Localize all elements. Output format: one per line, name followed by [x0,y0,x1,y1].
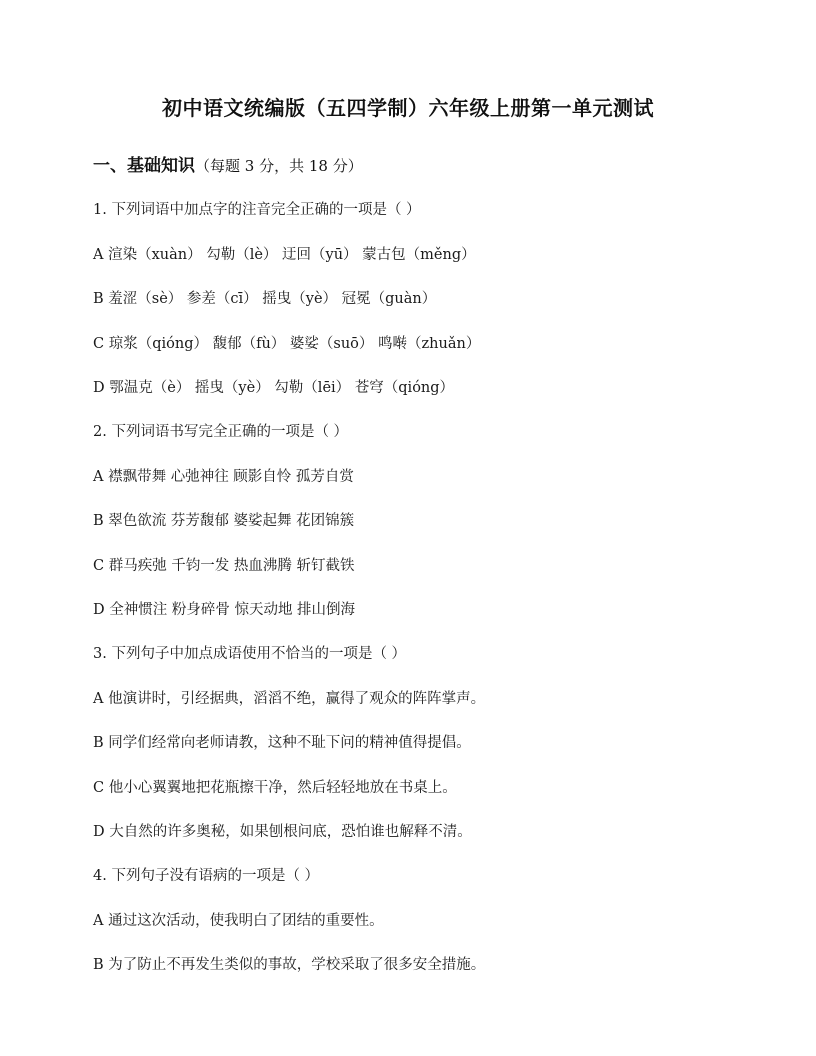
question-2-stem: 2. 下列词语书写完全正确的一项是（ ） [93,424,349,440]
question-2-option-b: B 翠色欲流 芬芳馥郁 婆娑起舞 花团锦簇 [93,513,355,529]
question-2-option-d: D 全神惯注 粉身碎骨 惊天动地 排山倒海 [93,602,356,618]
question-3-option-d: D 大自然的许多奥秘，如果刨根问底，恐怕谁也解释不清。 [93,824,472,840]
question-2-option-a: A 襟飘带舞 心弛神往 顾影自怜 孤芳自赏 [93,469,354,485]
document-title: 初中语文统编版（五四学制）六年级上册第一单元测试 [162,96,654,120]
question-1-option-a: A 渲染（xuàn） 勾勒（lè） 迂回（yū） 蒙古包（měng） [93,247,476,263]
section-heading [93,151,363,176]
question-4-option-b: B 为了防止不再发生类似的事故，学校采取了很多安全措施。 [93,957,486,973]
question-3-option-c: C 他小心翼翼地把花瓶擦干净，然后轻轻地放在书桌上。 [93,780,457,796]
question-3-option-b: B 同学们经常向老师请教，这种不耻下问的精神值得提倡。 [93,735,471,751]
question-4-stem: 4. 下列句子没有语病的一项是（ ） [93,868,320,884]
question-1-option-c: C 琼浆（qióng） 馥郁（fù） 婆娑（suō） 鸣啭（zhuǎn） [93,336,481,352]
section-score-note: （每题 3 分，共 18 分） [195,157,363,175]
section-title: 一、基础知识 [93,156,195,176]
question-1-stem: 1. 下列词语中加点字的注音完全正确的一项是（ ） [93,202,421,218]
question-4-option-a: A 通过这次活动，使我明白了团结的重要性。 [93,913,384,929]
question-2-option-c: C 群马疾弛 千钧一发 热血沸腾 斩钉截铁 [93,558,355,574]
question-3-stem: 3. 下列句子中加点成语使用不恰当的一项是（ ） [93,646,407,662]
question-3-option-a: A 他演讲时，引经据典，滔滔不绝，赢得了观众的阵阵掌声。 [93,691,486,707]
question-1-option-b: B 羞涩（sè） 参差（cī） 摇曳（yè） 冠冕（guàn） [93,291,437,307]
question-1-option-d: D 鄂温克（è） 摇曳（yè） 勾勒（lēi） 苍穹（qióng） [93,380,455,396]
